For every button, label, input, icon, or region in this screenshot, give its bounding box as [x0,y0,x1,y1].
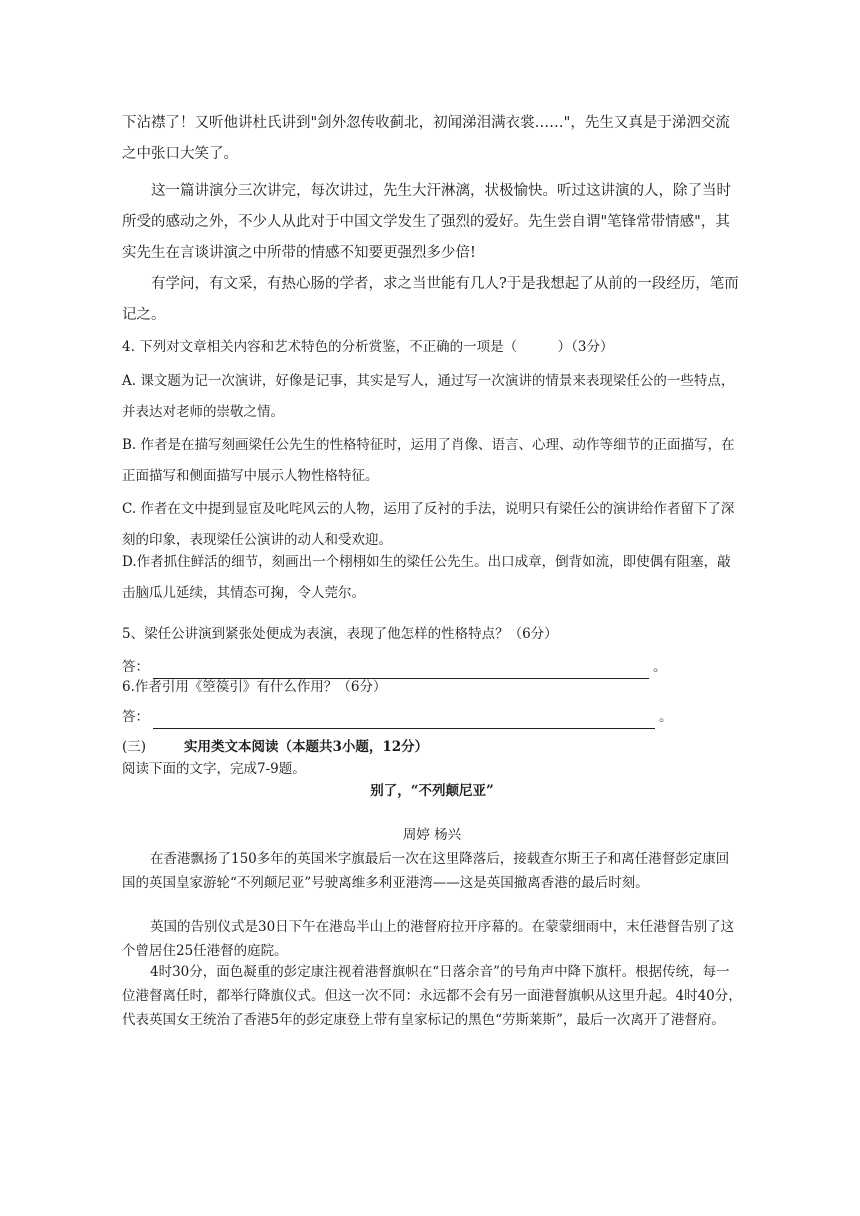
section-instruction: 阅读下面的文字，完成7-9题。 [122,761,306,777]
passage-paragraph-3: 有学问，有文采，有热心肠的学者，求之当世能有几人?于是我想起了从前的一段经历，笔而记之。 [122,276,739,323]
article-paragraph-2: 英国的告别仪式是30日下午在港岛半山上的港督府拉开序幕的。在蒙蒙细雨中，末任港督告别了这个曾居住25任港督的庭院。 [122,919,735,959]
question-4-option-c: C. 作者在文中提到显宦及叱咤风云的人物，运用了反衬的手法，说明只有梁任公的演讲给作者留下了深刻的印象，表现梁任公演讲的动人和受欢迎。 [122,501,735,548]
question-4-option-b: B. 作者是在描写刻画梁任公先生的性格特征时，运用了肖像、语言、心理、动作等细节的正面描写，在正面描写和侧面描写中展示人物性格特征。 [122,437,735,484]
article-paragraph-1: 在香港飘扬了150多年的英国米字旗最后一次在这里降落后，接载查尔斯王子和离任港督彭定康回国的英国皇家游轮“不列颠尼亚”号驶离维多利亚港湾——这是英国撤离香港的最后时刻。 [122,851,730,891]
question-4-stem: 4. 下列对文章相关内容和艺术特色的分析赏鉴，不正确的一项是（ ）（3分） [122,339,614,355]
question-6-answer-row [122,705,742,729]
question-5-stem: 5、梁任公讲演到紧张处便成为表演，表现了他怎样的性格特点？（6分） [122,626,558,642]
answer-label: 答： [122,709,149,725]
article-authors: 周婷 杨兴 [402,827,462,843]
passage-paragraph-1: 下沾襟了！又听他讲杜氏讲到"剑外忽传收蓟北，初闻涕泪满衣裳……"，先生又真是于涕泗交流之中张口大笑了。 [122,115,730,162]
article-title: 别了，“不列颠尼亚” [370,783,494,799]
section-3-heading [122,735,742,759]
question-4-option-d: D.作者抓住鲜活的细节，刻画出一个栩栩如生的梁任公先生。出口成章，倒背如流，即使偶有阻塞，敲击脑瓜儿延续，其情态可掬，令人莞尔。 [122,554,731,601]
article-paragraph-3: 4时30分，面色凝重的彭定康注视着港督旗帜在“日落余音”的号角声中降下旗杆。根据传统，每一位港督离任时，都举行降旗仪式。但这一次不同：永远都不会有另一面港督旗帜从这里升起。4时40分，代表英国女王统治了香港5年的彭定康登上带有皇家标记的黑色“劳斯莱斯”，最后一次离开了港督府。 [122,964,742,1028]
section-title: 实用类文本阅读（本题共3小题，12分） [184,739,429,755]
question-6-stem: 6.作者引用《箜篌引》有什么作用？（6分） [122,679,387,695]
question-4-option-a: A. 课文题为记一次演讲，好像是记事，其实是写人，通过写一次演讲的情景来表现梁任公的一些特点，并表达对老师的崇敬之情。 [122,373,735,420]
answer-end: 。 [659,709,673,725]
section-number: (三) [122,739,147,755]
answer-label: 答： [122,659,149,675]
passage-paragraph-2: 这一篇讲演分三次讲完，每次讲过，先生大汗淋漓，状极愉快。听过这讲演的人，除了当时所受的感动之外，不少人从此对于中国文学发生了强烈的爱好。先生尝自谓"笔锋常带情感"，其实先生在言谈讲演之中所带的情感不知要更强烈多少倍! [122,183,731,261]
answer-end: 。 [653,659,667,675]
answer-blank-line[interactable] [153,712,655,729]
